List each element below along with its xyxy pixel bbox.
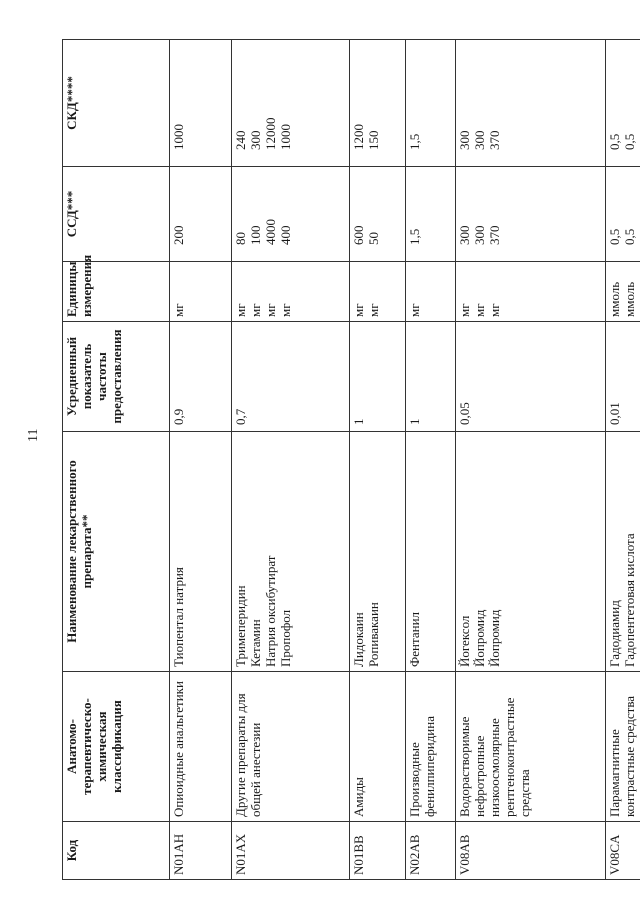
units-item: ммоль	[607, 281, 622, 317]
table-body	[170, 40, 640, 880]
drugs-item: Кетамин	[247, 619, 263, 667]
units-item: мг	[365, 303, 381, 317]
units-item: мг	[486, 303, 502, 317]
row-ssd	[406, 167, 456, 262]
row-code: N02AB	[406, 822, 456, 880]
drugs-item: Йопромид	[486, 609, 502, 667]
header-code: Код	[63, 822, 170, 880]
ssd-item: 80	[233, 232, 248, 245]
row-units	[606, 262, 640, 322]
skd-item: 0,5	[607, 133, 622, 150]
row-code: V08CA	[606, 822, 640, 880]
row-drugs	[606, 432, 640, 672]
units-item: мг	[457, 303, 472, 317]
header-skd: СКД****	[63, 40, 170, 167]
row-ssd	[232, 167, 350, 262]
skd-item: 1000	[171, 124, 186, 150]
row-frequency: 0,9	[170, 322, 232, 432]
ssd-item: 4000	[262, 219, 278, 245]
row-units	[170, 262, 232, 322]
row-units	[232, 262, 350, 322]
table-row	[170, 40, 232, 880]
row-ssd	[606, 167, 640, 262]
row-skd	[350, 40, 406, 167]
ssd-item: 50	[365, 232, 381, 245]
row-ssd	[350, 167, 406, 262]
drugs-item: Лидокаин	[351, 612, 366, 667]
row-units	[406, 262, 456, 322]
skd-item: 1000	[277, 124, 293, 150]
skd-item: 150	[365, 130, 381, 150]
row-drugs	[456, 432, 606, 672]
row-drugs	[170, 432, 232, 672]
row-atc: Парамагнитные контрастные средства	[606, 672, 640, 822]
skd-item: 1200	[351, 124, 366, 150]
row-skd	[606, 40, 640, 167]
drugs-item: Гадодиамид	[607, 600, 622, 667]
drug-table	[62, 39, 640, 880]
table-row	[350, 40, 406, 880]
row-drugs	[406, 432, 456, 672]
row-units	[350, 262, 406, 322]
row-atc: Опиоидные анальгетики	[170, 672, 232, 822]
table-row	[456, 40, 606, 880]
skd-item: 370	[486, 130, 502, 150]
ssd-item: 200	[171, 225, 186, 245]
row-drugs	[232, 432, 350, 672]
ssd-item: 300	[457, 225, 472, 245]
drugs-item: Тиопентал натрия	[171, 567, 186, 667]
table-header-row	[63, 40, 170, 880]
units-item: мг	[351, 303, 366, 317]
row-skd	[170, 40, 232, 167]
row-units	[456, 262, 606, 322]
table-row	[406, 40, 456, 880]
row-ssd	[170, 167, 232, 262]
row-skd	[232, 40, 350, 167]
row-atc: Производные фенилпиперидина	[406, 672, 456, 822]
header-unit: Единицы измерения	[63, 262, 170, 322]
drugs-item: Йопромид	[471, 609, 487, 667]
row-code: V08AB	[456, 822, 606, 880]
units-item: мг	[233, 303, 248, 317]
drugs-item: Натрия оксибутират	[262, 555, 278, 667]
skd-item: 1,5	[407, 133, 422, 150]
row-code: N01AX	[232, 822, 350, 880]
units-item: мг	[171, 303, 186, 317]
ssd-item: 1,5	[407, 228, 422, 245]
units-item: мг	[247, 303, 263, 317]
row-frequency: 0,7	[232, 322, 350, 432]
row-skd	[406, 40, 456, 167]
drugs-item: Гадопентетовая кислота	[621, 533, 637, 667]
skd-item: 300	[471, 130, 487, 150]
row-frequency: 1	[406, 322, 456, 432]
skd-item: 300	[457, 130, 472, 150]
rotated-table-wrapper	[62, 40, 637, 880]
ssd-item: 100	[247, 225, 263, 245]
header-drug: Наименование лекарственного препарата**	[63, 432, 170, 672]
skd-item: 12000	[262, 117, 278, 150]
row-code: N01AH	[170, 822, 232, 880]
units-item: мг	[262, 303, 278, 317]
page-number: 11	[26, 428, 41, 442]
ssd-item: 370	[486, 225, 502, 245]
units-item: ммоль	[621, 281, 637, 317]
row-atc: Другие препараты для общей анестезии	[232, 672, 350, 822]
drugs-item: Йогексол	[457, 615, 472, 667]
row-frequency: 0,05	[456, 322, 606, 432]
row-code: N01BB	[350, 822, 406, 880]
units-item: мг	[471, 303, 487, 317]
row-drugs	[350, 432, 406, 672]
table-row	[606, 40, 640, 880]
units-item: мг	[407, 303, 422, 317]
header-frequency: Усредненный показатель частоты предоставления	[63, 322, 170, 432]
table-row	[232, 40, 350, 880]
row-frequency: 1	[350, 322, 406, 432]
skd-item: 240	[233, 130, 248, 150]
skd-item: 0,5	[621, 133, 637, 150]
drugs-item: Ропивакаин	[365, 602, 381, 667]
units-item: мг	[277, 303, 293, 317]
row-ssd	[456, 167, 606, 262]
ssd-item: 400	[277, 225, 293, 245]
header-ssd: ССД***	[63, 167, 170, 262]
drugs-item: Тримеперидин	[233, 585, 248, 667]
row-atc: Амиды	[350, 672, 406, 822]
drugs-item: Пропофол	[277, 609, 293, 667]
ssd-item: 0,5	[621, 228, 637, 245]
ssd-item: 0,5	[607, 228, 622, 245]
header-atc: Анатомо-терапевтическо-химическая классификация	[63, 672, 170, 822]
row-frequency: 0,01	[606, 322, 640, 432]
row-skd	[456, 40, 606, 167]
ssd-item: 300	[471, 225, 487, 245]
skd-item: 300	[247, 130, 263, 150]
row-atc: Водорастворимые нефротропные низкоосмолярные рентгеноконтрастные средства	[456, 672, 606, 822]
ssd-item: 600	[351, 225, 366, 245]
drugs-item: Фентанил	[407, 611, 422, 667]
